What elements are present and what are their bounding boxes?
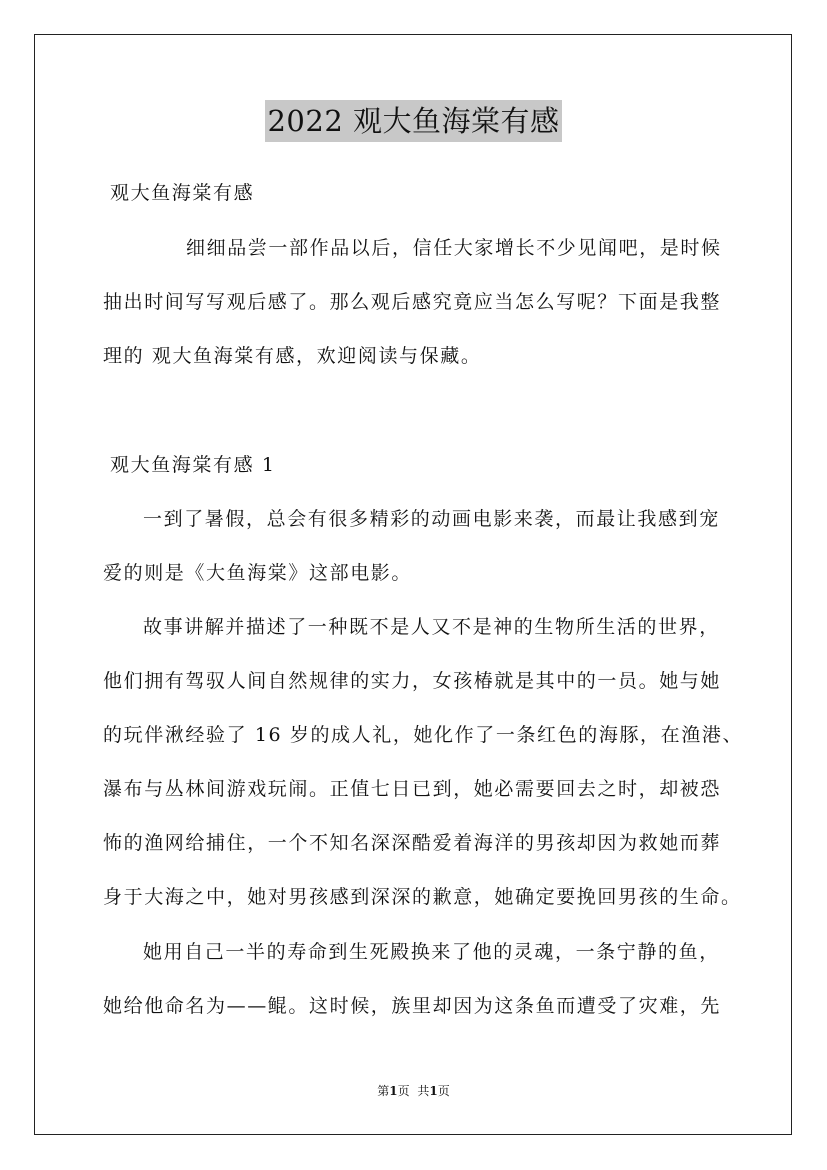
paragraph-line: 一到了暑假，总会有很多精彩的动画电影来袭，而最让我感到宠 <box>143 508 720 530</box>
paragraph-line: 的玩伴湫经验了 16 岁的成人礼，她化作了一条红色的海豚，在渔港、 <box>103 724 744 746</box>
footer-page-suffix: 页 <box>397 1084 410 1098</box>
footer-total-prefix: 共 <box>417 1084 430 1098</box>
document-title: 2022 观大鱼海棠有感 <box>265 100 561 142</box>
paragraph-line: 爱的则是《大鱼海棠》这部电影。 <box>103 562 413 584</box>
paragraph-line: 瀑布与丛林间游戏玩闹。正值七日已到，她必需要回去之时，却被恐 <box>103 778 722 800</box>
subtitle: 观大鱼海棠有感 <box>110 182 255 204</box>
paragraph-line: 身于大海之中，她对男孩感到深深的歉意，她确定要挽回男孩的生命。 <box>103 886 742 908</box>
section-heading: 观大鱼海棠有感 1 <box>110 454 276 476</box>
paragraph-line: 他们拥有驾驭人间自然规律的实力，女孩椿就是其中的一员。她与她 <box>103 670 722 692</box>
title-container <box>0 100 827 142</box>
paragraph-line: 她用自己一半的寿命到生死殿换来了他的灵魂，一条宁静的鱼， <box>143 941 720 963</box>
page-footer <box>0 1083 827 1099</box>
paragraph-line: 细细品尝一部作品以后，信任大家增长不少见闻吧，是时候 <box>186 237 722 259</box>
paragraph-line: 抽出时间写写观后感了。那么观后感究竟应当怎么写呢？下面是我整 <box>103 291 722 313</box>
footer-page-number: 1 <box>389 1084 398 1098</box>
paragraph-line: 理的 观大鱼海棠有感，欢迎阅读与保藏。 <box>103 345 482 367</box>
paragraph-line: 她给他命名为——鲲。这时候，族里却因为这条鱼而遭受了灾难，先 <box>103 995 722 1017</box>
footer-total-suffix: 页 <box>437 1084 450 1098</box>
footer-page-prefix: 第 <box>377 1084 390 1098</box>
footer-total-number: 1 <box>429 1084 438 1098</box>
paragraph-line: 故事讲解并描述了一种既不是人又不是神的生物所生活的世界， <box>143 616 720 638</box>
paragraph-line: 怖的渔网给捕住，一个不知名深深酷爱着海洋的男孩却因为救她而葬 <box>103 832 722 854</box>
